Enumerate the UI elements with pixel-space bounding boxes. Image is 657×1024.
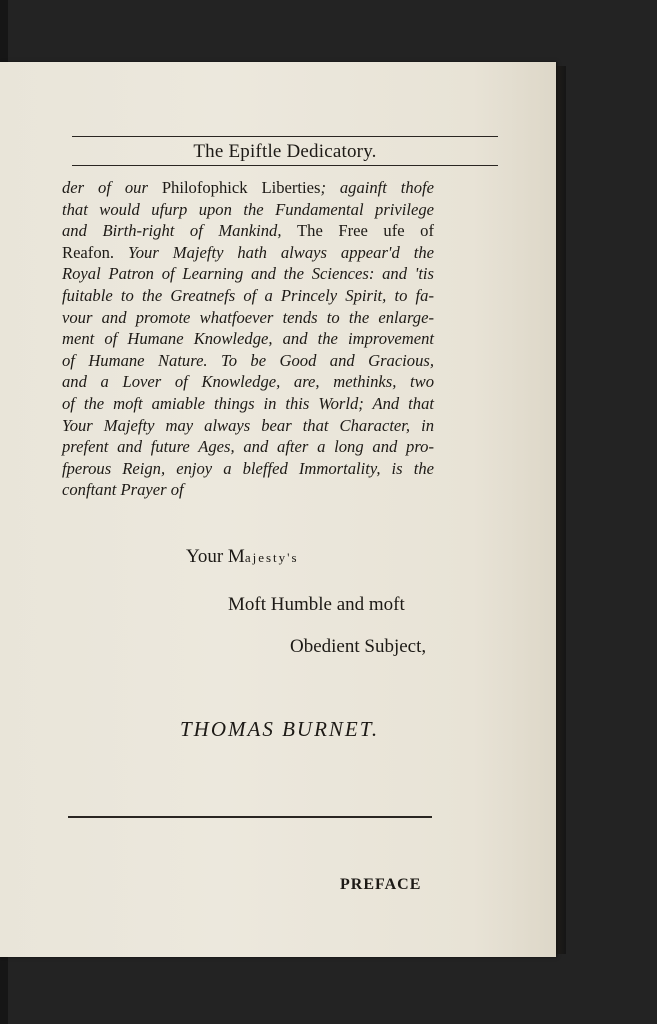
text-span: and a Lover of Knowledge, are, methinks, two xyxy=(62,372,434,392)
text-span: Your Majefty may always bear that Character, in xyxy=(62,415,434,435)
text-span: Philofophick Liberties xyxy=(161,178,321,197)
text-span: of the moft amiable things in this World; And that xyxy=(62,393,434,413)
text-span: Your Majefty hath always appear'd the xyxy=(128,242,434,262)
text-line xyxy=(62,393,434,415)
text-line xyxy=(62,199,434,221)
text-line xyxy=(62,436,434,458)
header-bottom-rule xyxy=(72,165,498,166)
text-line xyxy=(62,415,434,437)
salutation-prefix: Your xyxy=(186,546,228,567)
text-line xyxy=(62,479,434,501)
text-line xyxy=(62,328,434,350)
text-span: fperous Reign, enjoy a bleffed Immortality, is the xyxy=(62,458,434,478)
text-span: prefent and future Ages, and after a long and pro- xyxy=(62,437,434,457)
text-span: der of our xyxy=(62,178,162,197)
text-span: The Free ufe of xyxy=(297,221,434,241)
text-span: fuitable to the Greatnefs of a Princely Spirit, to fa- xyxy=(62,285,434,305)
text-span: ment of Humane Knowledge, and the improvement xyxy=(62,329,434,349)
text-span: that would ufurp upon the Fundamental privilege xyxy=(62,199,434,219)
salutation-rest: ajesty's xyxy=(244,550,299,565)
closing-obedient: Obedient Subject, xyxy=(290,636,427,657)
text-line xyxy=(62,350,434,372)
text-span: conftant Prayer of xyxy=(62,480,184,500)
catchword: PREFACE xyxy=(340,876,422,893)
text-line xyxy=(62,371,434,393)
salutation-initial: M xyxy=(227,546,245,567)
salutation xyxy=(186,546,299,568)
dedication-text xyxy=(62,177,434,501)
text-span: Reafon. xyxy=(62,242,129,262)
author-signature: THOMAS BURNET. xyxy=(180,717,380,741)
running-title: The Epiftle Dedicatory. xyxy=(193,141,377,162)
text-line xyxy=(62,220,434,242)
text-line xyxy=(62,242,434,264)
text-line xyxy=(62,177,434,199)
text-span: ; againft thofe xyxy=(320,178,434,197)
text-span: of Humane Nature. To be Good and Gracious, xyxy=(62,350,434,370)
text-line xyxy=(62,263,434,285)
footer-rule xyxy=(68,816,432,818)
text-span: and Birth-right of Mankind, xyxy=(62,221,298,241)
text-span: vour and promote whatfoever tends to the enlarge- xyxy=(62,307,434,327)
text-span: Royal Patron of Learning and the Sciences: and 'tis xyxy=(62,264,434,284)
text-line xyxy=(62,285,434,307)
text-line xyxy=(62,458,434,480)
text-line xyxy=(62,307,434,329)
closing-humble: Moft Humble and moft xyxy=(228,594,405,615)
book-page xyxy=(0,62,556,957)
header-top-rule xyxy=(72,136,498,137)
